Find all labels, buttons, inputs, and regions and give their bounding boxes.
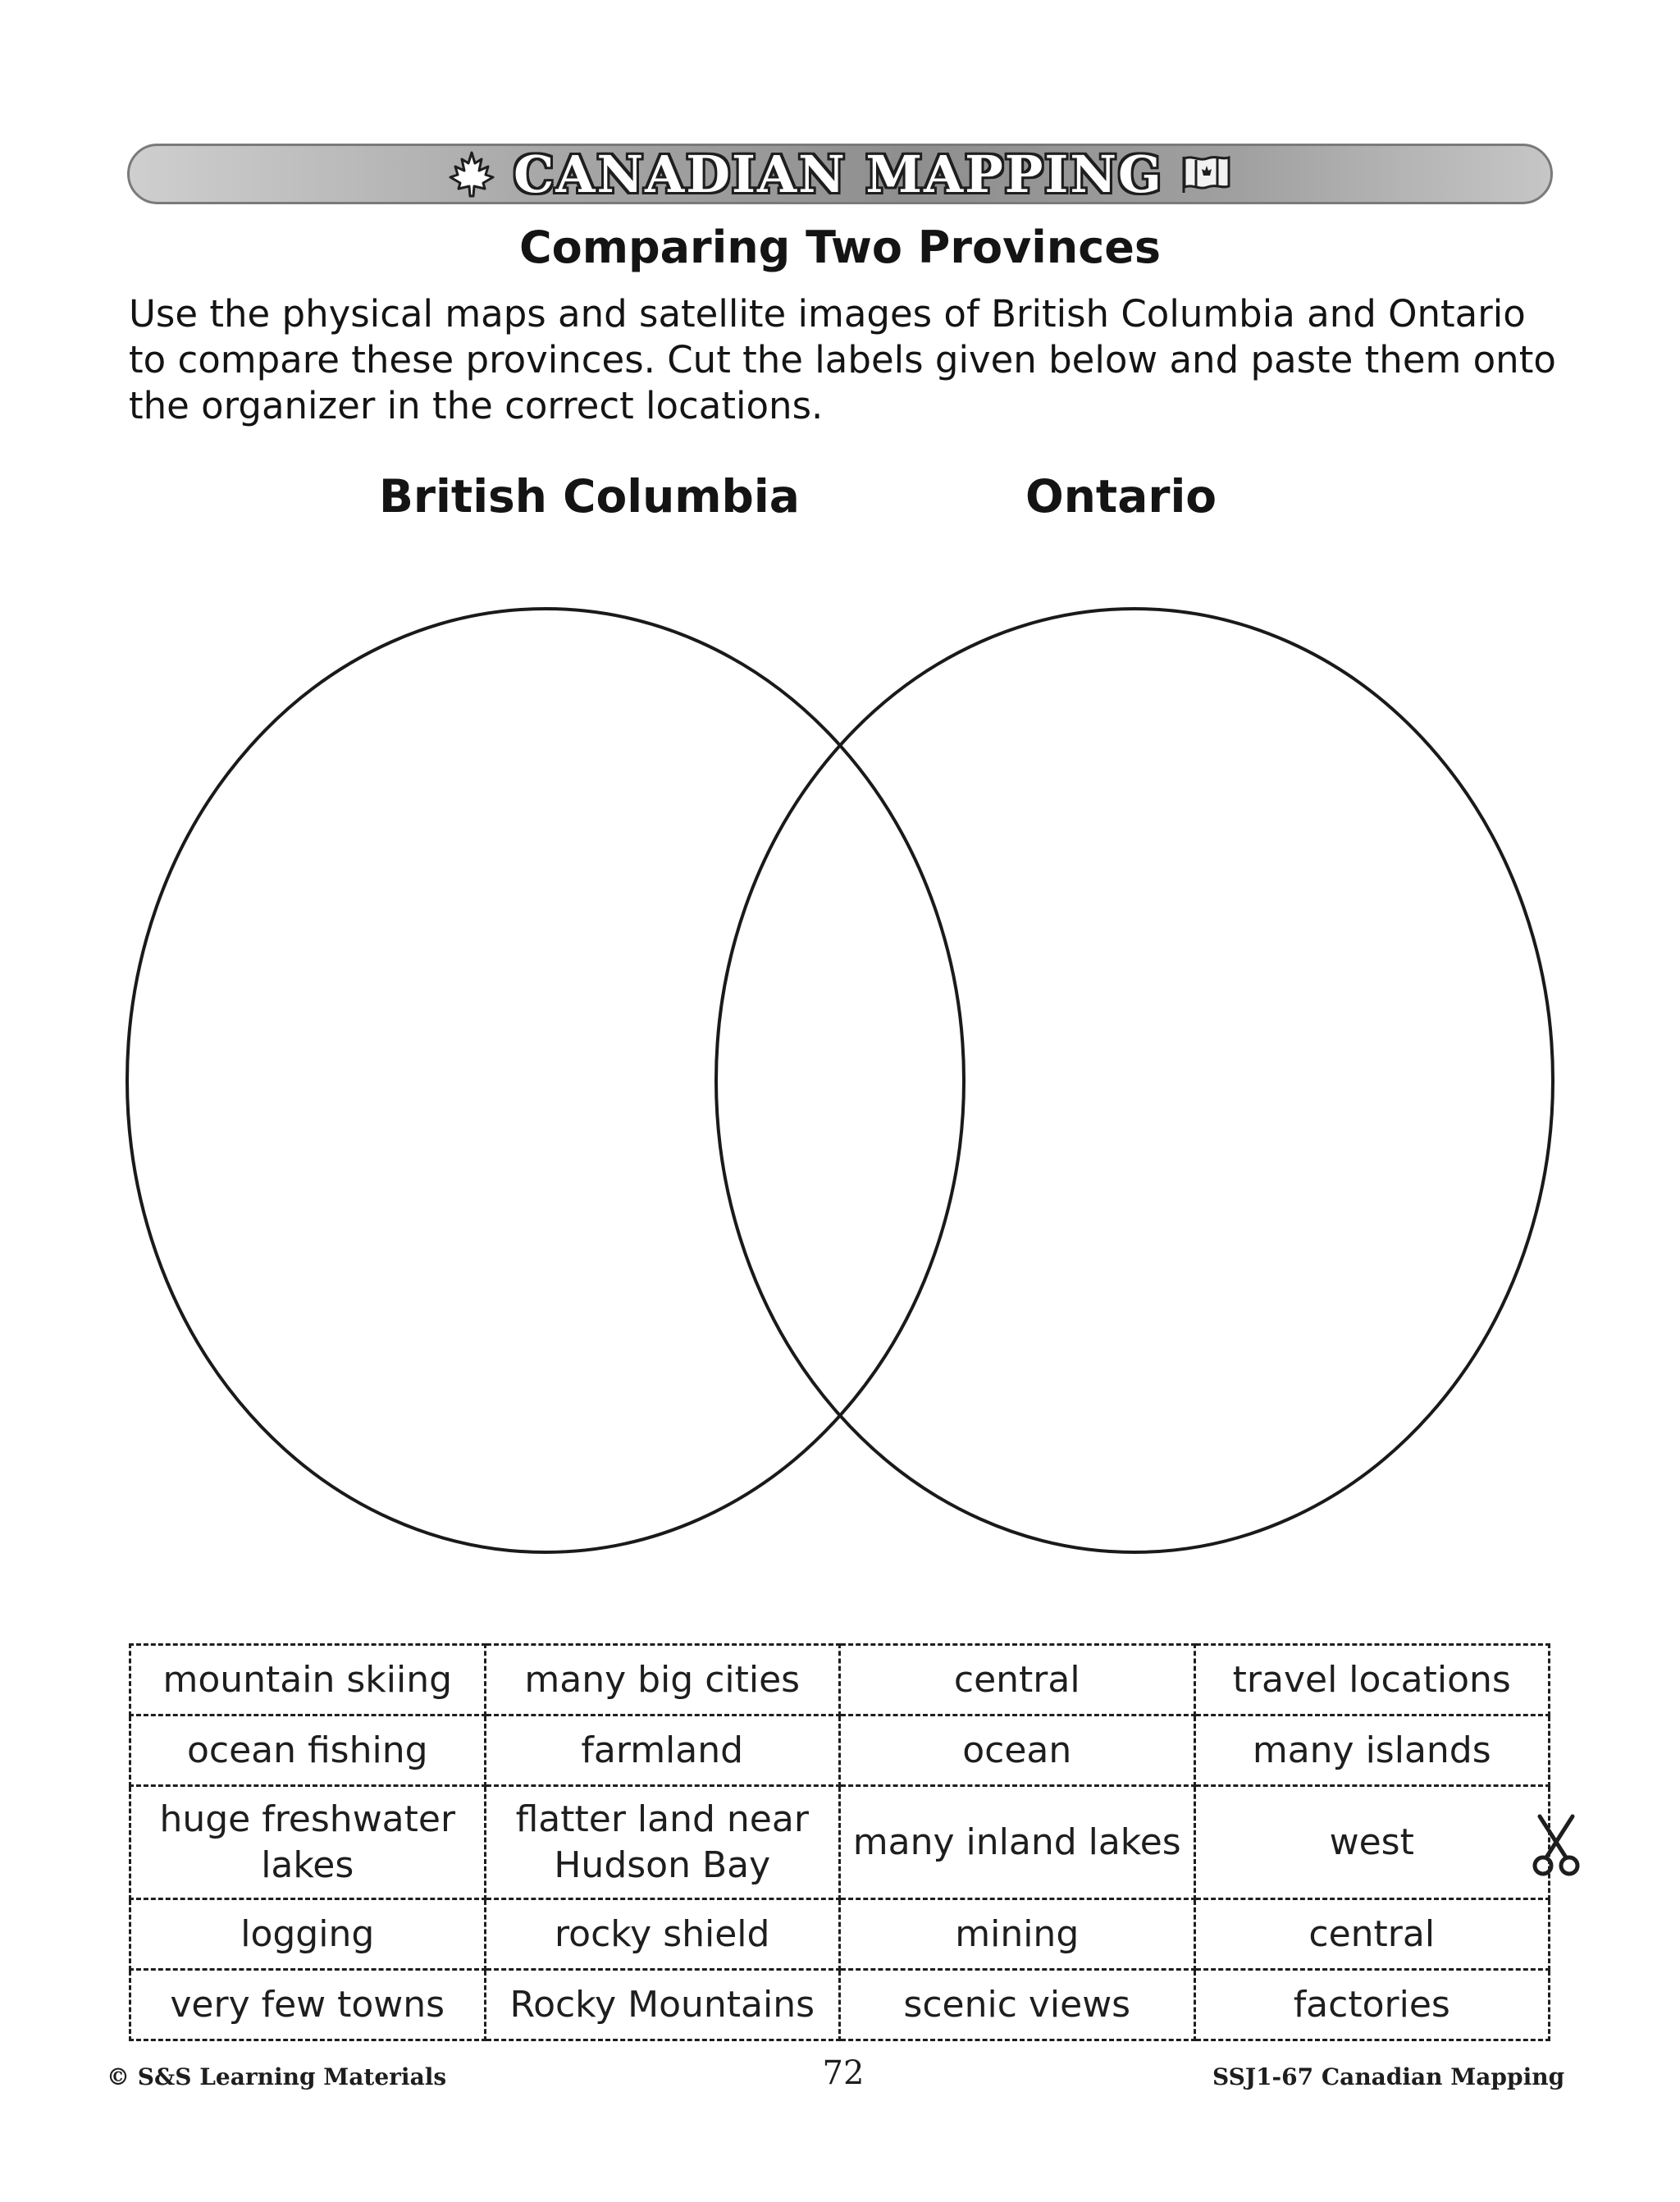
venn-label-british-columbia: British Columbia (379, 470, 800, 523)
label-cell[interactable]: many islands (1194, 1715, 1550, 1786)
scissors-icon (1530, 1813, 1582, 1889)
worksheet-subtitle: Comparing Two Provinces (518, 222, 1162, 273)
label-cell[interactable]: flatter land near Hudson Bay (485, 1786, 840, 1899)
label-cell[interactable]: mountain skiing (130, 1645, 486, 1715)
label-cell[interactable]: rocky shield (485, 1899, 840, 1970)
label-cell[interactable]: scenic views (840, 1970, 1195, 2040)
page-number: 72 (822, 2054, 865, 2092)
banner-title: CANADIAN MAPPING (514, 144, 1163, 204)
label-cell[interactable]: central (840, 1645, 1195, 1715)
label-cell[interactable]: farmland (485, 1715, 840, 1786)
footer-book-title: SSJ1-67 Canadian Mapping (1212, 2063, 1565, 2090)
instructions-text: Use the physical maps and satellite images of British Columbia and Ontario to compare these provinces. Cut the labels given below and paste them onto the organizer in the correct locations. (129, 292, 1556, 427)
venn-circle-left (127, 609, 964, 1552)
cutout-labels-table (129, 1643, 1550, 2041)
label-cell[interactable]: many big cities (485, 1645, 840, 1715)
label-cell[interactable]: Rocky Mountains (485, 1970, 840, 2040)
label-cell[interactable]: central (1194, 1899, 1550, 1970)
label-cell-scissors[interactable] (1194, 1786, 1550, 1899)
venn-circle-right (716, 609, 1553, 1552)
label-cell[interactable]: travel locations (1194, 1645, 1550, 1715)
label-cell[interactable]: many inland lakes (840, 1786, 1195, 1899)
label-cell-text: west (1329, 1821, 1414, 1863)
label-cell[interactable]: ocean fishing (130, 1715, 486, 1786)
label-cell[interactable]: factories (1194, 1970, 1550, 2040)
label-cell[interactable]: huge freshwater lakes (130, 1786, 486, 1899)
label-cell[interactable]: mining (840, 1899, 1195, 1970)
label-cell[interactable]: ocean (840, 1715, 1195, 1786)
label-cell[interactable]: logging (130, 1899, 486, 1970)
footer-copyright: © S&S Learning Materials (107, 2063, 447, 2090)
label-cell[interactable]: very few towns (130, 1970, 486, 2040)
venn-label-ontario: Ontario (1025, 470, 1217, 523)
